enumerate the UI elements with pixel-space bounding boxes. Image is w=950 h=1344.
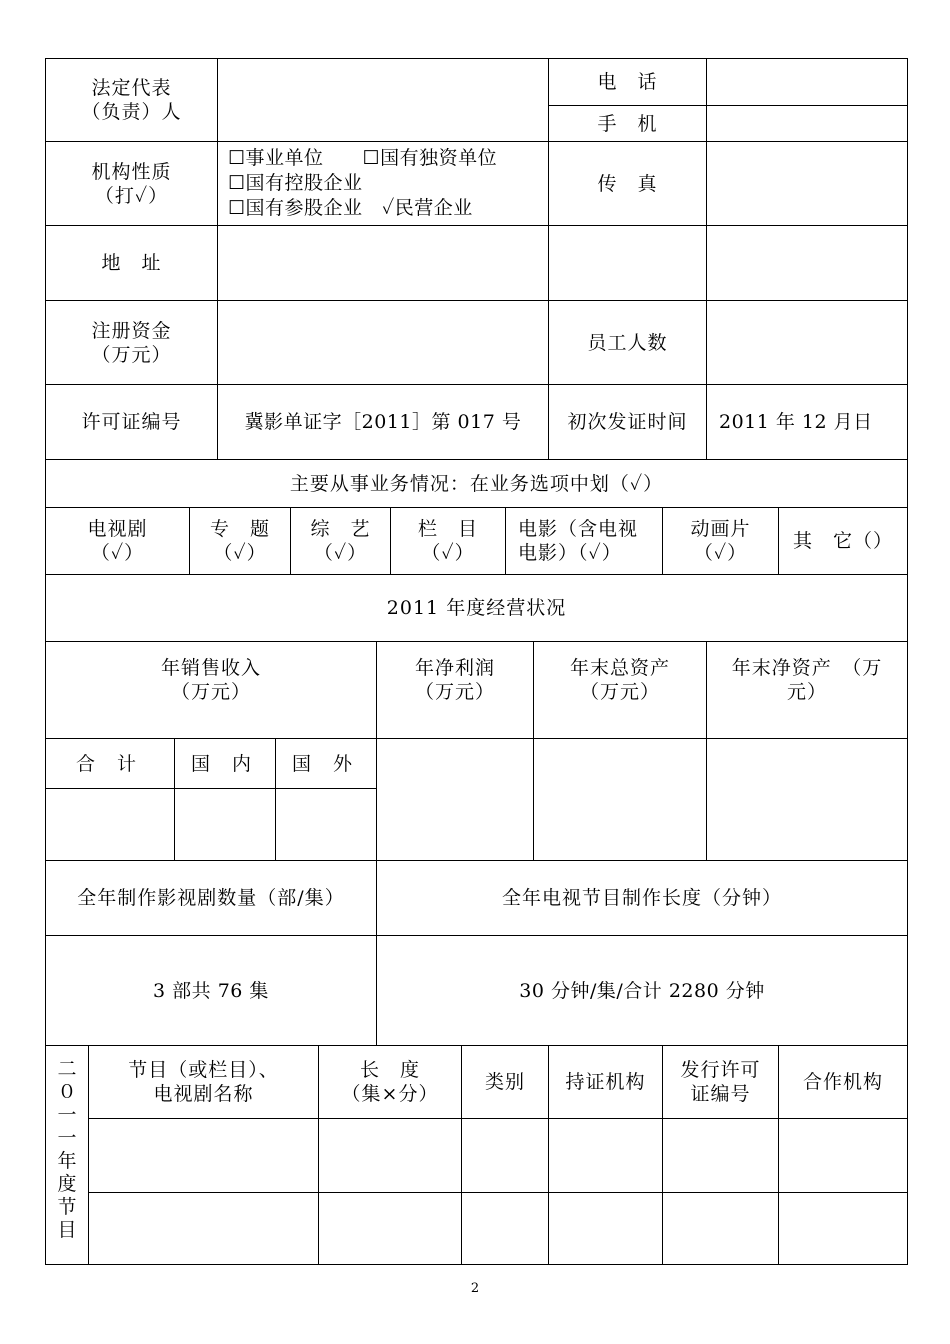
business-item-check: （✓） — [421, 542, 475, 564]
table-row-cell[interactable] — [663, 1119, 778, 1192]
business-item-check: （✓） — [313, 542, 368, 564]
table-row-cell[interactable] — [549, 1119, 662, 1192]
business-item-check: （✓） — [90, 542, 145, 564]
side-char: 二 — [57, 1058, 77, 1080]
business-item-label: 栏 目 — [417, 518, 478, 540]
profit-header-line2: （万元） — [414, 681, 495, 703]
header-line1: 合作机构 — [802, 1071, 883, 1093]
address-value[interactable] — [218, 226, 548, 300]
business-item-check: （✓） — [693, 542, 748, 564]
nature-label — [46, 142, 217, 225]
business-item-animation[interactable] — [663, 508, 778, 574]
header-line1: 节目（或栏目）、 — [128, 1059, 279, 1081]
business-item-label: 电视剧 — [87, 518, 148, 540]
fax-label: 传 真 — [597, 172, 658, 195]
table-row-cell[interactable] — [462, 1193, 548, 1264]
legal-rep-label-line2: （负责）人 — [81, 101, 182, 123]
legal-rep-value[interactable] — [218, 59, 548, 141]
license-value[interactable]: 冀影单证字［2011］第 017 号 — [244, 411, 522, 433]
assets-header-line1: 年末总资产 — [569, 657, 670, 679]
assets-header — [534, 642, 706, 738]
net-assets-header-line1: 年末净资产 （万 — [731, 657, 883, 679]
side-char: 度 — [57, 1173, 77, 1195]
sales-domestic-label: 国 内 — [190, 752, 260, 775]
business-item-variety[interactable] — [291, 508, 390, 574]
nature-label-line1: 机构性质 — [91, 160, 172, 183]
capital-label-line1: 注册资金 — [91, 319, 172, 342]
table-row-cell[interactable] — [319, 1119, 461, 1192]
business-item-label: 电影（含电视 — [518, 518, 639, 540]
business-item-other[interactable] — [779, 508, 907, 574]
table-row-cell[interactable] — [779, 1193, 907, 1264]
sales-total-value[interactable] — [46, 789, 174, 860]
fax-value[interactable] — [707, 142, 907, 225]
business-item-check: （✓） — [213, 542, 267, 564]
address-label: 地 址 — [101, 252, 162, 274]
business-item-drama[interactable] — [46, 508, 189, 574]
legal-rep-label-line1: 法定代表 — [91, 77, 172, 99]
mobile-label: 手 机 — [597, 112, 658, 135]
address-extra2[interactable] — [707, 226, 907, 300]
nature-options-line1[interactable]: ☐事业单位 ☐国有独资单位 — [228, 147, 498, 169]
capital-label — [46, 301, 217, 384]
distribution-license-header — [663, 1046, 778, 1118]
profit-value[interactable] — [377, 739, 533, 860]
table-border-right — [907, 58, 908, 1265]
assets-value[interactable] — [534, 739, 706, 860]
sales-domestic-value[interactable] — [175, 789, 275, 860]
business-item-label: 其 它（） — [792, 530, 893, 552]
business-item-label: 动画片 — [690, 518, 751, 540]
header-line2: 证编号 — [690, 1083, 751, 1105]
sales-header-line2: （万元） — [170, 681, 251, 703]
sales-foreign-value[interactable] — [276, 789, 376, 860]
sales-header — [46, 642, 376, 738]
table-row-cell[interactable] — [549, 1193, 662, 1264]
nature-options[interactable] — [218, 142, 548, 225]
side-char: 年 — [57, 1150, 77, 1172]
capital-value[interactable] — [218, 301, 548, 384]
assets-header-line2: （万元） — [579, 681, 660, 703]
business-item-column[interactable] — [391, 508, 505, 574]
business-item-label: 专 题 — [209, 518, 270, 540]
side-char: 一 — [57, 1127, 77, 1149]
license-label: 许可证编号 — [81, 411, 182, 433]
nature-options-line3[interactable]: ☐国有参股企业 ✓民营企业 — [228, 197, 473, 219]
tv-length-value[interactable]: 30 分钟/集/合计 2280 分钟 — [519, 979, 765, 1002]
net-assets-header-line2: 元） — [786, 681, 827, 703]
table-row-cell[interactable] — [319, 1193, 461, 1264]
business-item-film[interactable] — [506, 508, 662, 574]
phone-value[interactable] — [707, 59, 907, 105]
table-row-cell[interactable] — [779, 1119, 907, 1192]
side-char: 一 — [57, 1104, 77, 1126]
length-header — [319, 1046, 461, 1118]
legal-rep-label — [46, 59, 217, 141]
category-header — [462, 1046, 548, 1118]
sales-foreign-label: 国 外 — [291, 752, 361, 775]
nature-label-line2: （打✓） — [94, 184, 169, 207]
drama-count-label: 全年制作影视剧数量（部/集） — [77, 887, 345, 909]
program-name-header — [89, 1046, 318, 1118]
header-line1: 长 度 — [359, 1059, 420, 1081]
side-char: ０ — [57, 1081, 77, 1103]
header-line2: 电视剧名称 — [153, 1083, 254, 1105]
operations-heading: 2011 年度经营状况 — [386, 597, 567, 619]
issue-date-value[interactable]: 2011 年 12 月日 — [719, 411, 873, 433]
header-line1: 持证机构 — [565, 1071, 646, 1093]
staff-value[interactable] — [707, 301, 907, 384]
license-holder-header — [549, 1046, 662, 1118]
header-line1: 类别 — [484, 1071, 525, 1093]
drama-count-value[interactable]: 3 部共 76 集 — [153, 979, 269, 1002]
business-heading: 主要从事业务情况：在业务选项中划（✓） — [289, 472, 664, 495]
sales-total-label: 合 计 — [75, 752, 145, 775]
sales-header-line1: 年销售收入 — [160, 657, 261, 679]
table-row-cell[interactable] — [663, 1193, 778, 1264]
net-assets-header — [707, 642, 907, 738]
page-number: 2 — [470, 1281, 480, 1296]
business-item-special[interactable] — [190, 508, 290, 574]
net-assets-value[interactable] — [707, 739, 907, 860]
phone-label: 电 话 — [597, 71, 658, 93]
partner-header — [779, 1046, 907, 1118]
table-row-cell[interactable] — [462, 1119, 548, 1192]
nature-options-line2[interactable]: ☐国有控股企业 — [228, 172, 363, 194]
side-char: 节 — [57, 1196, 77, 1218]
header-line1: 发行许可 — [680, 1059, 761, 1081]
header-line2: （集×分） — [341, 1083, 439, 1105]
business-item-check: 电影）（✓） — [518, 542, 622, 564]
staff-label: 员工人数 — [587, 331, 668, 354]
table-row-cell[interactable] — [89, 1119, 318, 1192]
tv-length-label: 全年电视节目制作长度（分钟） — [501, 887, 782, 909]
table-row-cell[interactable] — [89, 1193, 318, 1264]
profit-header-line1: 年净利润 — [414, 657, 495, 679]
address-extra1[interactable] — [549, 226, 706, 300]
business-item-label: 综 艺 — [310, 518, 371, 540]
mobile-value[interactable] — [707, 106, 907, 141]
issue-date-label: 初次发证时间 — [567, 411, 688, 433]
capital-label-line2: （万元） — [91, 343, 172, 366]
profit-header — [377, 642, 533, 738]
side-char: 目 — [57, 1219, 77, 1241]
programs-side-label — [46, 1046, 88, 1264]
